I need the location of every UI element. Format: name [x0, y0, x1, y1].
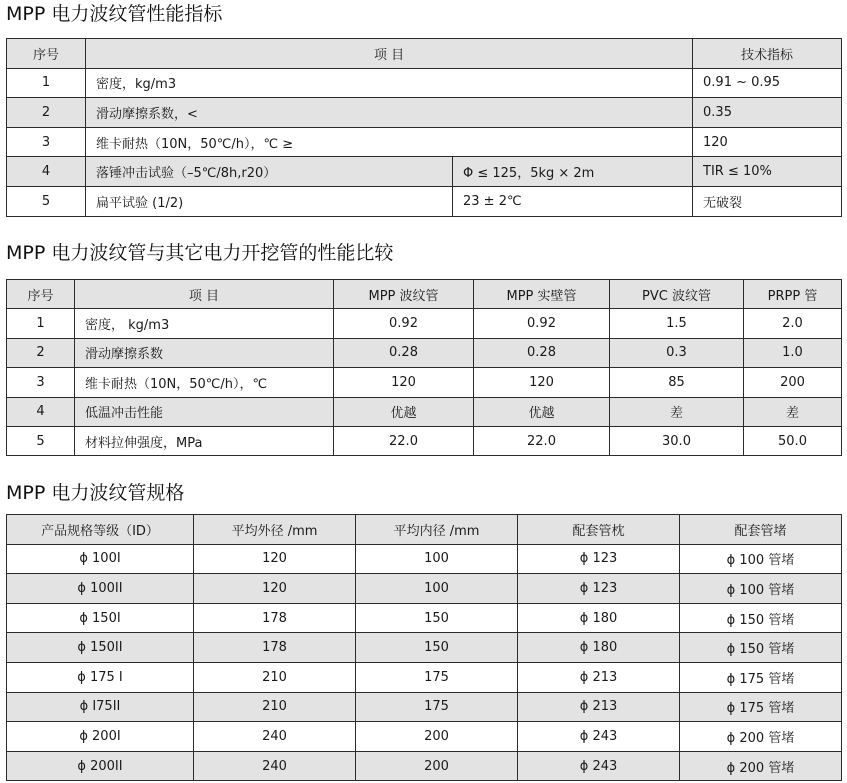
- table-row: [7, 751, 842, 781]
- table-row: [7, 692, 842, 722]
- header-grade: 产品规格等级（ID）: [7, 515, 194, 545]
- row-item: 密度， kg/m3: [75, 309, 334, 338]
- cell-mpp-corrugated: 120: [334, 368, 474, 397]
- cell-inner-diameter: 150: [356, 603, 518, 633]
- table-row: [7, 662, 842, 692]
- cell-pipe-pillow: ϕ 180: [518, 633, 680, 663]
- cell-pipe-plug: ϕ 175 管堵: [680, 662, 842, 692]
- cell-grade: ϕ I75II: [7, 692, 194, 722]
- row-spec: 0.91 ~ 0.95: [693, 68, 842, 98]
- cell-prpp: 1.0: [744, 338, 842, 367]
- cell-inner-diameter: 100: [356, 574, 518, 604]
- cell-outer-diameter: 120: [194, 574, 356, 604]
- row-item: 维卡耐热（10N，50℃/h），℃: [75, 368, 334, 397]
- cell-grade: ϕ 150II: [7, 633, 194, 663]
- row-condition: Φ ≤ 125，5kg × 2m: [453, 157, 693, 187]
- header-prpp: PRPP 管: [744, 280, 842, 309]
- cell-outer-diameter: 178: [194, 603, 356, 633]
- header-inner-diameter: 平均内径 /mm: [356, 515, 518, 545]
- row-no: 4: [7, 397, 75, 426]
- table-row: [7, 127, 842, 157]
- cell-pipe-pillow: ϕ 123: [518, 544, 680, 574]
- cell-outer-diameter: 210: [194, 662, 356, 692]
- cell-pvc: 30.0: [610, 426, 744, 455]
- table-header-row: [7, 39, 842, 69]
- row-item: 材料拉伸强度，MPa: [75, 426, 334, 455]
- cell-grade: ϕ 100II: [7, 574, 194, 604]
- cell-inner-diameter: 175: [356, 662, 518, 692]
- row-spec: 无破裂: [693, 186, 842, 216]
- header-pipe-pillow: 配套管枕: [518, 515, 680, 545]
- header-pipe-plug: 配套管堵: [680, 515, 842, 545]
- header-no: 序号: [7, 280, 75, 309]
- cell-grade: ϕ 200II: [7, 751, 194, 781]
- header-outer-diameter: 平均外径 /mm: [194, 515, 356, 545]
- table-row: [7, 544, 842, 574]
- table-row: [7, 157, 842, 187]
- cell-inner-diameter: 150: [356, 633, 518, 663]
- row-no: 3: [7, 368, 75, 397]
- comparison-table: [6, 279, 842, 456]
- row-no: 5: [7, 426, 75, 455]
- cell-pipe-plug: ϕ 175 管堵: [680, 692, 842, 722]
- table-header-row: [7, 515, 842, 545]
- cell-prpp: 差: [744, 397, 842, 426]
- row-condition: 23 ± 2℃: [453, 186, 693, 216]
- row-spec: 120: [693, 127, 842, 157]
- table-row: [7, 309, 842, 338]
- cell-pipe-pillow: ϕ 180: [518, 603, 680, 633]
- table-row: [7, 603, 842, 633]
- section3-title: MPP 电力波纹管规格: [6, 482, 185, 504]
- performance-spec-table: [6, 38, 842, 217]
- cell-prpp: 50.0: [744, 426, 842, 455]
- cell-inner-diameter: 175: [356, 692, 518, 722]
- table-row: [7, 426, 842, 455]
- table-row: [7, 397, 842, 426]
- header-item: 项 目: [86, 39, 693, 69]
- cell-pipe-pillow: ϕ 213: [518, 662, 680, 692]
- cell-pipe-pillow: ϕ 243: [518, 751, 680, 781]
- row-item: 落锤冲击试验（–5℃/8h,r20）: [86, 157, 453, 187]
- cell-grade: ϕ 150I: [7, 603, 194, 633]
- header-item: 项 目: [75, 280, 334, 309]
- cell-pvc: 1.5: [610, 309, 744, 338]
- table-header-row: [7, 280, 842, 309]
- row-item: 扁平试验 (1/2): [86, 186, 453, 216]
- cell-pipe-pillow: ϕ 123: [518, 574, 680, 604]
- row-no: 1: [7, 309, 75, 338]
- table-row: [7, 186, 842, 216]
- specification-table: [6, 514, 842, 781]
- section2-title: MPP 电力波纹管与其它电力开挖管的性能比较: [6, 242, 394, 264]
- cell-inner-diameter: 200: [356, 722, 518, 752]
- row-item: 滑动摩擦系数，<: [86, 98, 693, 128]
- cell-grade: ϕ 175 I: [7, 662, 194, 692]
- cell-inner-diameter: 200: [356, 751, 518, 781]
- header-mpp-corrugated: MPP 波纹管: [334, 280, 474, 309]
- cell-mpp-solid: 0.28: [474, 338, 610, 367]
- cell-outer-diameter: 240: [194, 722, 356, 752]
- cell-pipe-plug: ϕ 100 管堵: [680, 544, 842, 574]
- row-item: 滑动摩擦系数: [75, 338, 334, 367]
- table-row: [7, 633, 842, 663]
- cell-outer-diameter: 240: [194, 751, 356, 781]
- row-spec: 0.35: [693, 98, 842, 128]
- row-no: 2: [7, 98, 86, 128]
- cell-mpp-solid: 0.92: [474, 309, 610, 338]
- row-item: 维卡耐热（10N，50℃/h），℃ ≥: [86, 127, 693, 157]
- cell-outer-diameter: 210: [194, 692, 356, 722]
- cell-prpp: 200: [744, 368, 842, 397]
- header-pvc: PVC 波纹管: [610, 280, 744, 309]
- cell-mpp-corrugated: 22.0: [334, 426, 474, 455]
- cell-pipe-plug: ϕ 200 管堵: [680, 722, 842, 752]
- row-no: 1: [7, 68, 86, 98]
- table-row: [7, 98, 842, 128]
- cell-mpp-corrugated: 0.28: [334, 338, 474, 367]
- cell-pipe-plug: ϕ 100 管堵: [680, 574, 842, 604]
- cell-mpp-solid: 优越: [474, 397, 610, 426]
- table-row: [7, 368, 842, 397]
- cell-inner-diameter: 100: [356, 544, 518, 574]
- cell-grade: ϕ 100I: [7, 544, 194, 574]
- row-no: 2: [7, 338, 75, 367]
- row-no: 4: [7, 157, 86, 187]
- cell-pipe-pillow: ϕ 243: [518, 722, 680, 752]
- cell-pipe-plug: ϕ 150 管堵: [680, 603, 842, 633]
- row-item: 密度，kg/m3: [86, 68, 693, 98]
- table-row: [7, 68, 842, 98]
- header-no: 序号: [7, 39, 86, 69]
- table-row: [7, 574, 842, 604]
- cell-pipe-plug: ϕ 150 管堵: [680, 633, 842, 663]
- cell-pvc: 85: [610, 368, 744, 397]
- row-no: 5: [7, 186, 86, 216]
- cell-mpp-solid: 22.0: [474, 426, 610, 455]
- row-no: 3: [7, 127, 86, 157]
- cell-outer-diameter: 178: [194, 633, 356, 663]
- cell-grade: ϕ 200I: [7, 722, 194, 752]
- table-row: [7, 338, 842, 367]
- row-item: 低温冲击性能: [75, 397, 334, 426]
- header-spec: 技术指标: [693, 39, 842, 69]
- cell-pipe-pillow: ϕ 213: [518, 692, 680, 722]
- cell-mpp-solid: 120: [474, 368, 610, 397]
- cell-outer-diameter: 120: [194, 544, 356, 574]
- header-mpp-solid: MPP 实壁管: [474, 280, 610, 309]
- cell-mpp-corrugated: 0.92: [334, 309, 474, 338]
- cell-prpp: 2.0: [744, 309, 842, 338]
- cell-pvc: 0.3: [610, 338, 744, 367]
- row-spec: TIR ≤ 10%: [693, 157, 842, 187]
- cell-mpp-corrugated: 优越: [334, 397, 474, 426]
- section1-title: MPP 电力波纹管性能指标: [6, 3, 223, 25]
- cell-pipe-plug: ϕ 200 管堵: [680, 751, 842, 781]
- table-row: [7, 722, 842, 752]
- cell-pvc: 差: [610, 397, 744, 426]
